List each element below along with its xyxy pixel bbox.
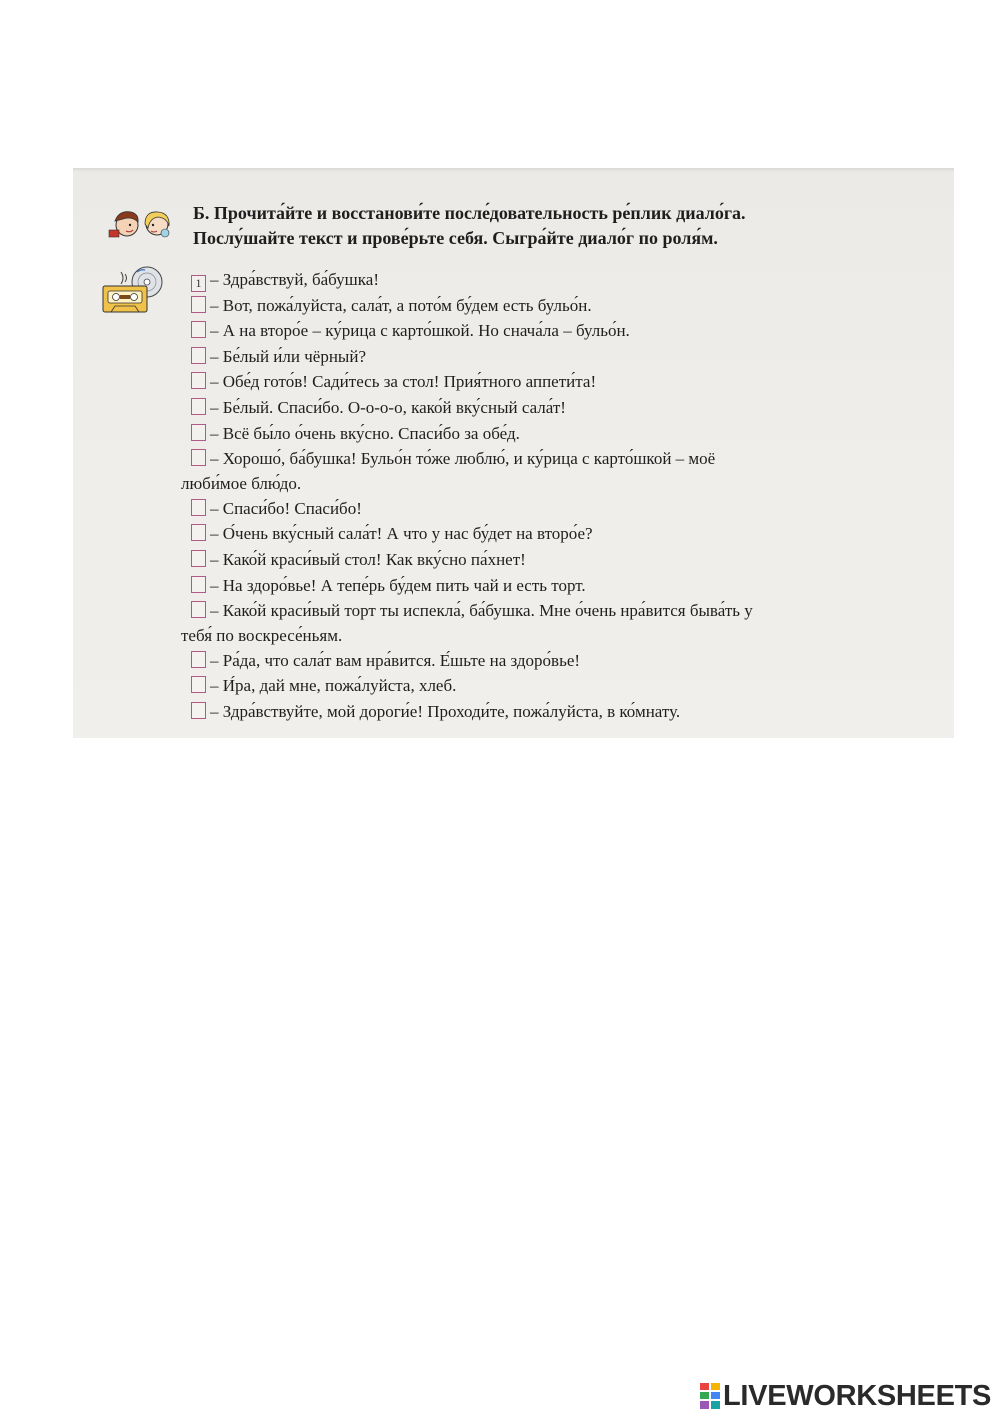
- dialogue-line: [191, 547, 941, 573]
- dialogue-line: [191, 318, 941, 344]
- scanned-exercise: [73, 168, 954, 738]
- dialogue-line: [191, 293, 941, 319]
- answer-box[interactable]: [191, 499, 206, 516]
- line-text: – Како́й краси́вый стол! Как вку́сно па́хнет!: [210, 549, 526, 569]
- line-text: – О́чень вку́сный сала́т! А что у нас бу́дет на второ́е?: [210, 524, 593, 544]
- dialogue-line: [191, 648, 941, 674]
- line-text: – На здоро́вье! А тепе́рь бу́дем пить чай и есть торт.: [210, 575, 586, 595]
- line-text: – Вот, пожа́луйста, сала́т, а пото́м бу́дем есть бульо́н.: [210, 295, 592, 315]
- two-children-talking-icon: [105, 206, 177, 242]
- dialogue-line: [191, 267, 941, 293]
- line-text: – Бе́лый. Спаси́бо. О-о-о-о, како́й вку́сный сала́т!: [210, 397, 566, 417]
- line-text: – Спаси́бо! Спаси́бо!: [210, 498, 362, 518]
- logo-mark-icon: [700, 1383, 720, 1409]
- dialogue-line: [191, 395, 941, 421]
- dialogue-line: [191, 369, 941, 395]
- line-text: – И́ра, дай мне, пожа́луйста, хлеб.: [210, 676, 457, 696]
- dialogue-line: [191, 496, 941, 522]
- line-text: – А на второ́е – ку́рица с карто́шкой. Но снача́ла – бульо́н.: [210, 321, 630, 341]
- line-continuation: тебя́ по воскресе́ньям.: [181, 625, 343, 645]
- instruction-line-2: Послу́шайте текст и прове́рьте себя. Сыгра́йте диало́г по роля́м.: [193, 228, 718, 248]
- answer-box[interactable]: [191, 372, 206, 389]
- answer-box[interactable]: [191, 296, 206, 313]
- logo-text: LIVEWORKSHEETS: [723, 1379, 992, 1412]
- answer-box[interactable]: [191, 651, 206, 668]
- dialogue-line: [191, 699, 941, 725]
- answer-box[interactable]: [191, 424, 206, 441]
- dialogue-line: [191, 521, 941, 547]
- line-continuation: люби́мое блю́до.: [181, 473, 302, 493]
- answer-box[interactable]: [191, 524, 206, 541]
- answer-box[interactable]: [191, 676, 206, 693]
- dialogue-line: [181, 446, 941, 496]
- answer-box[interactable]: [191, 576, 206, 593]
- instruction-line-1: Б. Прочита́йте и восстанови́те после́довательность ре́плик диало́га.: [193, 203, 746, 223]
- line-text: – Како́й краси́вый торт ты испекла́, ба́бушка. Мне о́чень нра́вится быва́ть у: [210, 601, 753, 621]
- line-text: – Здра́вствуй, ба́бушка!: [210, 270, 379, 289]
- dialogue-lines: [181, 267, 941, 725]
- line-text: – Здра́вствуйте, мой дороги́е! Проходи́те, пожа́луйста, в ко́мнату.: [210, 701, 681, 721]
- line-text: – Всё бы́ло о́чень вку́сно. Спаси́бо за обе́д.: [210, 423, 520, 443]
- answer-box[interactable]: [191, 702, 206, 719]
- dialogue-line: [191, 421, 941, 447]
- dialogue-line: [181, 598, 941, 648]
- answer-box[interactable]: [191, 398, 206, 415]
- liveworksheets-logo: [700, 1381, 991, 1411]
- exercise-instruction: [193, 201, 933, 251]
- answer-box[interactable]: 1: [191, 275, 206, 292]
- scan-shadow: [73, 168, 954, 172]
- line-text: – Ра́да, что сала́т вам нра́вится. Е́шьте на здоро́вье!: [210, 650, 581, 670]
- dialogue-line: [191, 344, 941, 370]
- dialogue-line: [191, 573, 941, 599]
- cassette-and-cd-icon: [101, 266, 175, 314]
- answer-box[interactable]: [191, 550, 206, 567]
- line-text: – Бе́лый и́ли чёрный?: [210, 346, 366, 366]
- line-text: – Обе́д гото́в! Сади́тесь за стол! Прия́тного аппети́та!: [210, 372, 597, 392]
- line-text: – Хорошо́, ба́бушка! Бульо́н то́же люблю́, и ку́рица с карто́шкой – моё: [210, 449, 716, 469]
- answer-box[interactable]: [191, 347, 206, 364]
- answer-box[interactable]: [191, 601, 206, 618]
- dialogue-line: [191, 673, 941, 699]
- answer-box[interactable]: [191, 321, 206, 338]
- answer-box[interactable]: [191, 449, 206, 466]
